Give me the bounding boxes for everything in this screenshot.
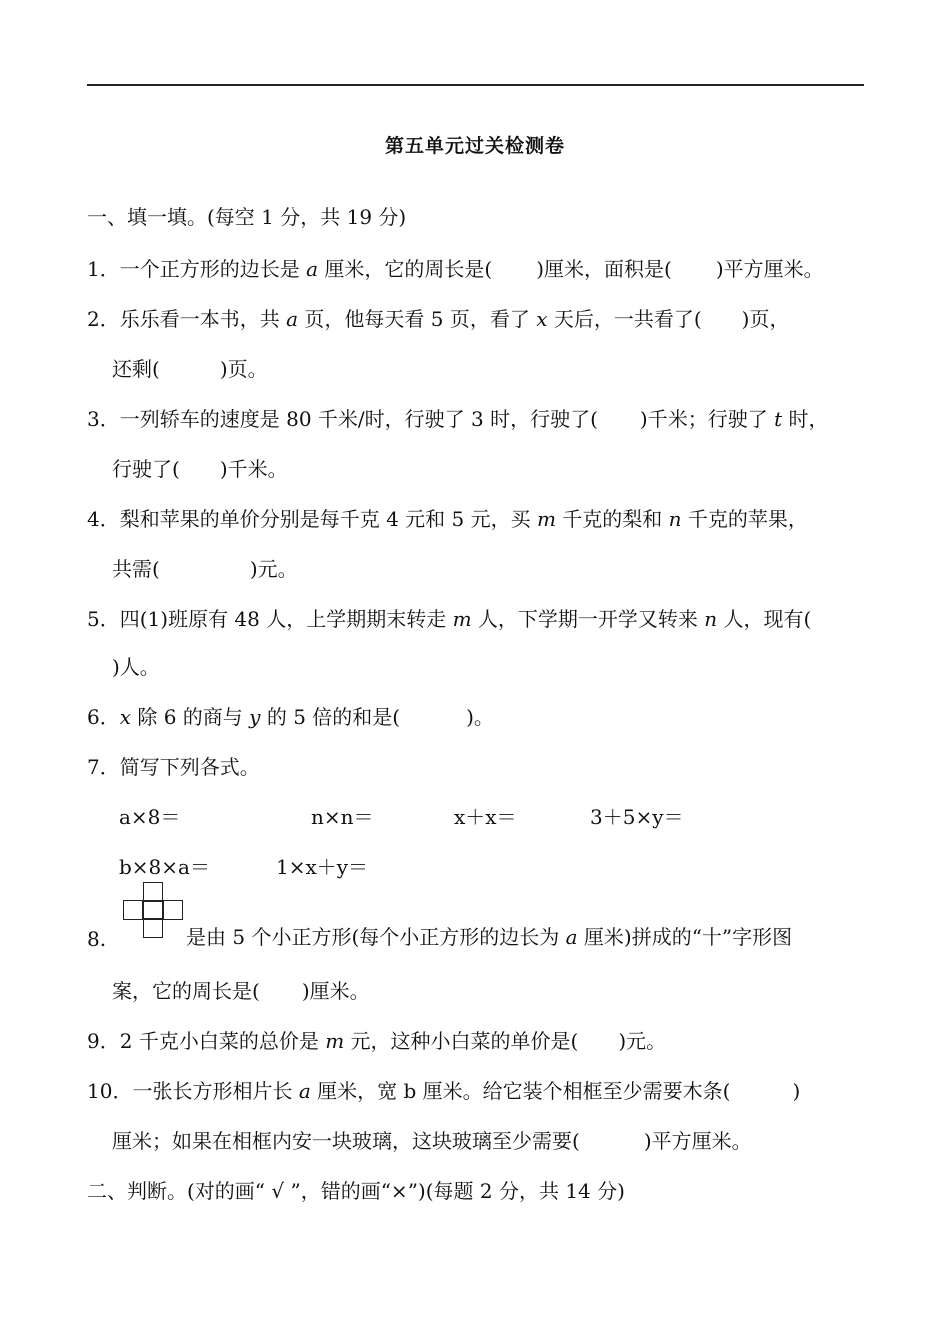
header-rule (87, 84, 864, 86)
expr-4: 3＋5×y＝ (590, 805, 684, 829)
expr-6: 1×x＋y＝ (276, 855, 369, 879)
question-9: 9．2 千克小白菜的总价是 m 元，这种小白菜的单价是( )元。 (87, 1029, 667, 1053)
question-7: 7．简写下列各式。 (87, 755, 260, 779)
question-2: 2．乐乐看一本书，共 a 页，他每天看 5 页，看了 x 天后，一共看了( )页， (87, 307, 790, 331)
page-title: 第五单元过关检测卷 (384, 135, 565, 157)
question-8-line2: 案，它的周长是( )厘米。 (112, 979, 370, 1003)
question-10: 10．一张长方形相片长 a 厘米，宽 b 厘米。给它装个相框至少需要木条( ) (87, 1079, 801, 1103)
question-3-line2: 行驶了( )千米。 (112, 457, 288, 481)
question-5-line2: )人。 (112, 655, 160, 679)
question-5: 5．四(1)班原有 48 人，上学期期末转走 m 人，下学期一开学又转来 n 人，现有( (87, 607, 812, 631)
expr-3: x＋x＝ (454, 805, 517, 829)
question-8-number: 8. (87, 927, 107, 951)
question-3: 3．一列轿车的速度是 80 千米/时，行驶了 3 时，行驶了( )千米；行驶了 t 时， (87, 407, 829, 431)
question-4: 4．梨和苹果的单价分别是每千克 4 元和 5 元，买 m 千克的梨和 n 千克的苹果， (87, 507, 808, 531)
question-2-line2: 还剩( )页。 (112, 357, 268, 381)
expr-5: b×8×a＝ (119, 855, 210, 879)
section1-heading: 一、填一填。(每空 1 分，共 19 分) (87, 205, 407, 229)
question-6: 6．x 除 6 的商与 y 的 5 倍的和是( )。 (87, 705, 494, 729)
question-8: 是由 5 个小正方形(每个小正方形的边长为 a 厘米)拼成的“十”字形图 (186, 925, 793, 949)
section2-heading: 二、判断。(对的画“ √ ”，错的画“×”)(每题 2 分，共 14 分) (87, 1179, 625, 1203)
question-1: 1．一个正方形的边长是 a 厘米，它的周长是( )厘米，面积是( )平方厘米。 (87, 257, 824, 281)
expr-2: n×n＝ (311, 805, 374, 829)
expr-1: a×8＝ (119, 805, 181, 829)
question-10-line2: 厘米；如果在相框内安一块玻璃，这块玻璃至少需要( )平方厘米。 (112, 1129, 752, 1153)
question-4-line2: 共需( )元。 (112, 557, 298, 581)
